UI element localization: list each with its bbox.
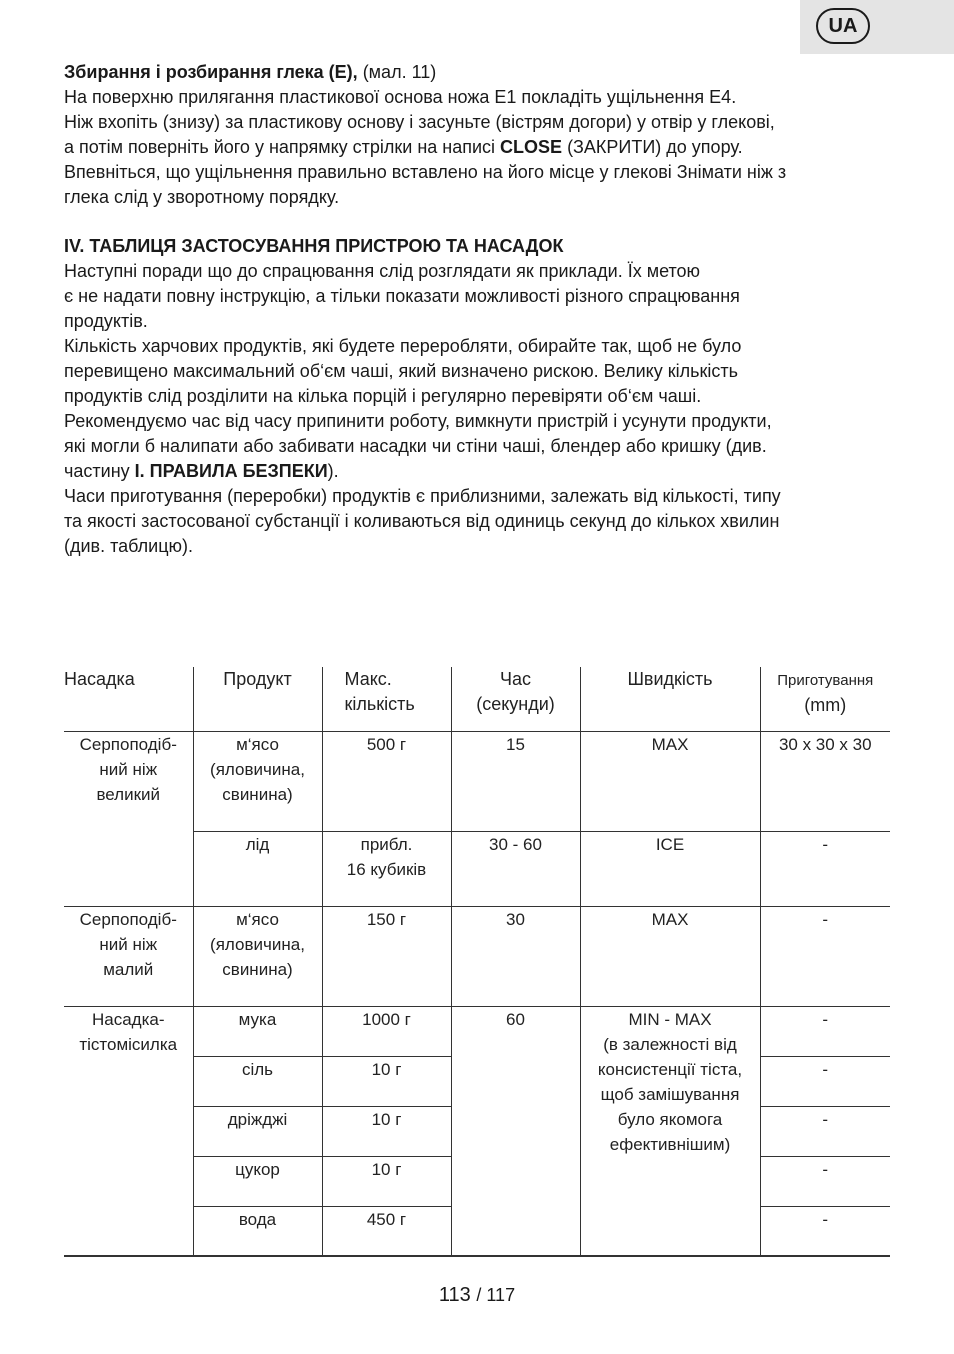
usage-table-section — [64, 234, 904, 559]
paragraph-line: а потім поверніть його у напрямку стрілки на написі CLOSE (ЗАКРИТИ) до упору. — [64, 137, 743, 157]
quantity-cell: 500 г — [322, 731, 451, 831]
assembly-section — [64, 60, 904, 210]
quantity-cell: 150 г — [322, 906, 451, 1006]
paragraph-line: Рекомендуємо час від часу припинити роботу, вимкнути пристрій і усунути продукти, — [64, 411, 772, 431]
page-number — [0, 1284, 954, 1307]
preparation-cell: - — [760, 1156, 890, 1206]
header-speed: Швидкість — [580, 667, 760, 731]
preparation-cell: 30 x 30 x 30 — [760, 731, 890, 831]
paragraph-line: Наступні поради що до спрацювання слід розглядати як приклади. Їх метою — [64, 261, 701, 281]
product-cell: лід — [193, 831, 322, 906]
header-product: Продукт — [193, 667, 322, 731]
paragraph-line: (див. таблицю). — [64, 536, 194, 556]
quantity-cell: 10 г — [322, 1106, 451, 1156]
paragraph-line: Впевніться, що ущільнення правильно вставлено на його місце у глекові Знімати ніж з — [64, 162, 787, 182]
header-max-quantity: Макс. кількість — [322, 667, 451, 731]
paragraph-line: Ніж вхопіть (знизу) за пластикову основу і засуньте (вістрям догори) у отвір у глекові, — [64, 112, 775, 132]
table-row — [64, 1006, 890, 1056]
preparation-cell: - — [760, 831, 890, 906]
page-total: / 117 — [476, 1285, 516, 1305]
attachment-cell: Насадка- тістомісилка — [64, 1006, 193, 1256]
preparation-cell: - — [760, 1006, 890, 1056]
preparation-cell: - — [760, 1206, 890, 1256]
time-cell: 30 - 60 — [451, 831, 580, 906]
paragraph-line: та якості застосованої субстанції і коливаються від одиниць секунд до кількох хвилин — [64, 511, 780, 531]
product-cell: вода — [193, 1206, 322, 1256]
paragraph-line: глека слід у зворотному порядку. — [64, 187, 340, 207]
paragraph-line: На поверхню прилягання пластикової основа ножа E1 покладіть ущільнення E4. — [64, 87, 737, 107]
header-preparation: Приготування (mm) — [760, 667, 890, 731]
preparation-cell: - — [760, 1106, 890, 1156]
table-row — [64, 731, 890, 831]
quantity-cell: прибл. 16 кубиків — [322, 831, 451, 906]
page-current: 113 — [438, 1284, 471, 1306]
attachment-cell: Серпоподіб- ний ніж малий — [64, 906, 193, 1006]
table-row — [64, 906, 890, 1006]
paragraph-line: Часи приготування (переробки) продуктів є приблизними, залежать від кількості, типу — [64, 486, 781, 506]
speed-cell: MIN - MAX (в залежності від консистенції тіста, щоб замішування було якомога ефективнішим) — [580, 1006, 760, 1256]
header-time: Час (секунди) — [451, 667, 580, 731]
paragraph-line: є не надати повну інструкцію, а тільки показати можливості різного спрацювання — [64, 286, 740, 306]
attachment-cell: Серпоподіб- ний ніж великий — [64, 731, 193, 906]
paragraph-line: частину I. ПРАВИЛА БЕЗПЕКИ). — [64, 461, 339, 481]
usage-table — [64, 667, 890, 1257]
paragraph-line: Кількість харчових продуктів, які будете переробляти, обирайте так, щоб не було — [64, 336, 742, 356]
speed-cell: MAX — [580, 906, 760, 1006]
time-cell: 15 — [451, 731, 580, 831]
section-heading: IV. ТАБЛИЦЯ ЗАСТОСУВАННЯ ПРИСТРОЮ ТА НАСАДОК — [64, 236, 564, 256]
speed-cell: ICE — [580, 831, 760, 906]
assembly-heading: Збирання і розбирання глека (E), (мал. 11) — [64, 62, 437, 82]
time-cell: 30 — [451, 906, 580, 1006]
quantity-cell: 10 г — [322, 1056, 451, 1106]
product-cell: цукор — [193, 1156, 322, 1206]
language-tab — [800, 0, 954, 54]
speed-cell: MAX — [580, 731, 760, 831]
header-attachment: Насадка — [64, 667, 193, 731]
product-cell: мука — [193, 1006, 322, 1056]
language-badge: UA — [816, 8, 870, 44]
product-cell: м‘ясо (яловичина, свинина) — [193, 906, 322, 1006]
preparation-cell: - — [760, 906, 890, 1006]
paragraph-line: перевищено максимальний об‘єм чаші, який визначено рискою. Велику кількість — [64, 361, 738, 381]
table-header-row — [64, 667, 890, 731]
quantity-cell: 10 г — [322, 1156, 451, 1206]
product-cell: м‘ясо (яловичина, свинина) — [193, 731, 322, 831]
quantity-cell: 1000 г — [322, 1006, 451, 1056]
paragraph-line: продуктів слід розділити на кілька порцій і регулярно перевіряти об‘єм чаші. — [64, 386, 702, 406]
paragraph-line: продуктів. — [64, 311, 148, 331]
time-cell: 60 — [451, 1006, 580, 1256]
quantity-cell: 450 г — [322, 1206, 451, 1256]
paragraph-line: які могли б налипати або забивати насадки чи стіни чаші, блендер або кришку (див. — [64, 436, 767, 456]
preparation-cell: - — [760, 1056, 890, 1106]
product-cell: дріжджі — [193, 1106, 322, 1156]
product-cell: сіль — [193, 1056, 322, 1106]
